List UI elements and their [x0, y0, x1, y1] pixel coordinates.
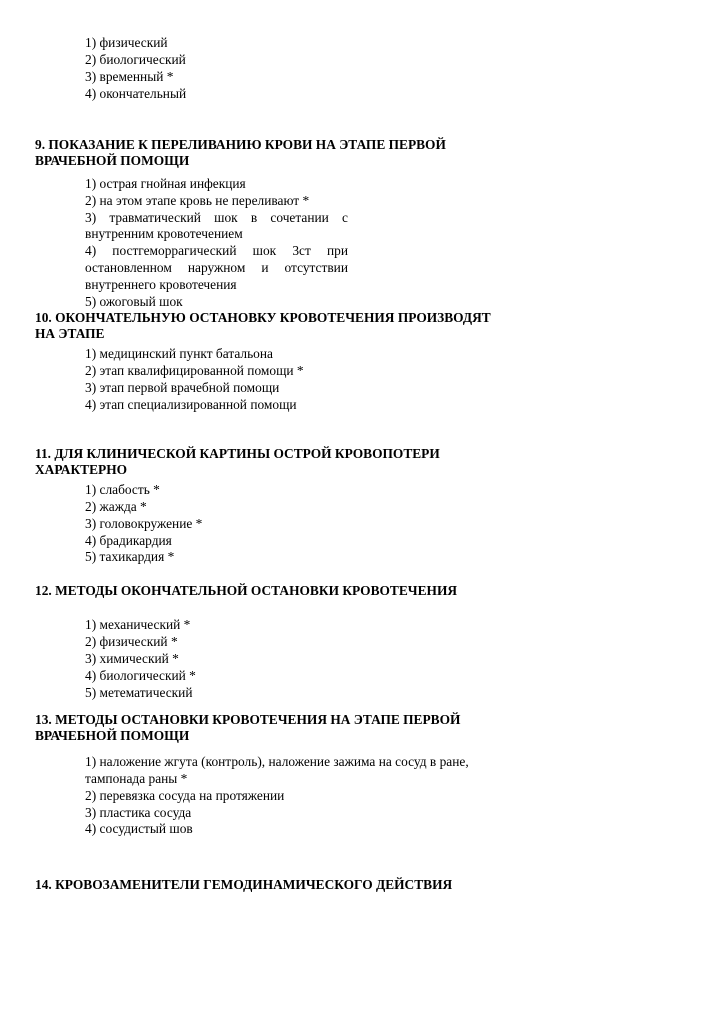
- q10-option-1: 1) медицинский пункт батальона: [85, 346, 273, 361]
- q13-option-line-3: 2) перевязка сосуда на протяжении: [85, 788, 285, 803]
- q13-option-line-5: 4) сосудистый шов: [85, 821, 193, 836]
- q9-title-line-1: 9. ПОКАЗАНИЕ К ПЕРЕЛИВАНИЮ КРОВИ НА ЭТАПЕ ПЕРВОЙ: [35, 137, 446, 152]
- q8-option-2: 2) биологический: [85, 52, 186, 67]
- q10-option-3: 3) этап первой врачебной помощи: [85, 380, 280, 395]
- q10-title-line-1: 10. ОКОНЧАТЕЛЬНУЮ ОСТАНОВКУ КРОВОТЕЧЕНИЯ ПРОИЗВОДЯТ: [35, 310, 491, 325]
- q13-title-line-1: 13. МЕТОДЫ ОСТАНОВКИ КРОВОТЕЧЕНИЯ НА ЭТАПЕ ПЕРВОЙ: [35, 712, 461, 727]
- q13-option-line-2: тампонада раны *: [85, 771, 188, 786]
- q9-option-line-2: 2) на этом этапе кровь не переливают *: [85, 193, 310, 208]
- q9-option-line-6: остановленном наружном и отсутствии: [85, 260, 348, 275]
- q10-option-4: 4) этап специализированной помощи: [85, 397, 297, 412]
- q8-option-3: 3) временный *: [85, 69, 174, 84]
- q11-title-line-1: 11. ДЛЯ КЛИНИЧЕСКОЙ КАРТИНЫ ОСТРОЙ КРОВОПОТЕРИ: [35, 446, 440, 461]
- q12-option-3: 3) химический *: [85, 651, 179, 666]
- q11-option-3: 3) головокружение *: [85, 516, 203, 531]
- q9-option-line-5: 4) постгеморрагический шок 3ст при: [85, 243, 348, 258]
- q9-option-line-1: 1) острая гнойная инфекция: [85, 176, 246, 191]
- q8-option-4: 4) окончательный: [85, 86, 187, 101]
- q11-title-line-2: ХАРАКТЕРНО: [35, 462, 128, 477]
- q11-option-5: 5) тахикардия *: [85, 549, 175, 564]
- q9-option-line-3: 3) травматический шок в сочетании с: [85, 210, 348, 225]
- q8-option-1: 1) физический: [85, 35, 168, 50]
- q12-option-1: 1) механический *: [85, 617, 191, 632]
- q11-option-4: 4) брадикардия: [85, 533, 172, 548]
- q9-option-line-7: внутреннего кровотечения: [85, 277, 237, 292]
- q13-option-line-1: 1) наложение жгута (контроль), наложение зажима на сосуд в ране,: [85, 754, 469, 769]
- q11-option-1: 1) слабость *: [85, 482, 160, 497]
- q13-title-line-2: ВРАЧЕБНОЙ ПОМОЩИ: [35, 728, 190, 743]
- q10-title-line-2: НА ЭТАПЕ: [35, 326, 105, 341]
- q14-title: 14. КРОВОЗАМЕНИТЕЛИ ГЕМОДИНАМИЧЕСКОГО ДЕЙСТВИЯ: [35, 877, 453, 892]
- q13-option-line-4: 3) пластика сосуда: [85, 805, 192, 820]
- q12-option-4: 4) биологический *: [85, 668, 196, 683]
- q9-option-line-4: внутренним кровотечением: [85, 226, 243, 241]
- q12-option-5: 5) метематический: [85, 685, 193, 700]
- q10-option-2: 2) этап квалифицированной помощи *: [85, 363, 304, 378]
- q12-option-2: 2) физический *: [85, 634, 178, 649]
- q9-option-line-8: 5) ожоговый шок: [85, 294, 183, 309]
- q11-option-2: 2) жажда *: [85, 499, 147, 514]
- q9-title-line-2: ВРАЧЕБНОЙ ПОМОЩИ: [35, 153, 190, 168]
- q12-title: 12. МЕТОДЫ ОКОНЧАТЕЛЬНОЙ ОСТАНОВКИ КРОВОТЕЧЕНИЯ: [35, 583, 458, 598]
